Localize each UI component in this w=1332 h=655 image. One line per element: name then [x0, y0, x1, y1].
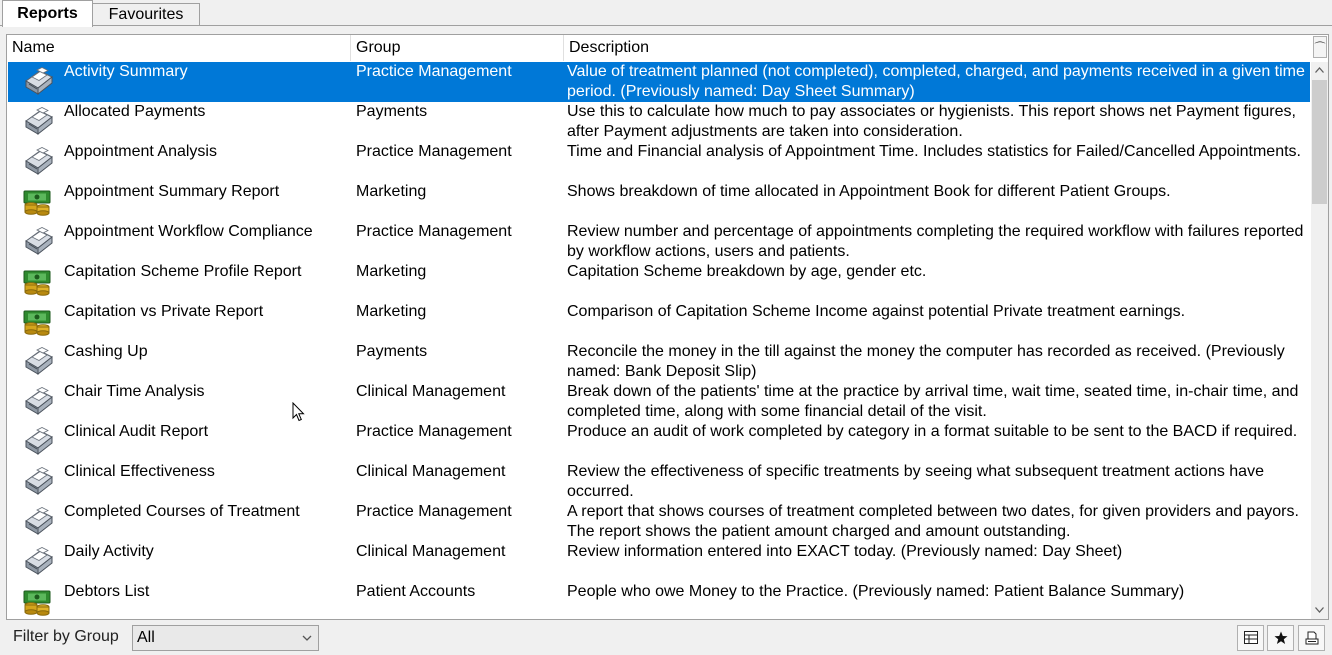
money-icon: [20, 307, 54, 337]
bottom-bar: [0, 620, 1332, 655]
report-group: Practice Management: [356, 63, 512, 80]
report-group: Patient Accounts: [356, 583, 476, 600]
report-group: Payments: [356, 103, 428, 120]
report-description: Produce an audit of work completed by category in a format suitable to be sent to the BACD if required.: [567, 423, 1298, 440]
column-header-description[interactable]: Description: [569, 39, 650, 56]
report-name: Chair Time Analysis: [64, 383, 205, 400]
report-group: Marketing: [356, 303, 427, 320]
report-row[interactable]: [8, 342, 1310, 382]
report-row[interactable]: [8, 302, 1310, 342]
tab-favourites[interactable]: Favourites: [92, 3, 200, 25]
report-row[interactable]: [8, 102, 1310, 142]
star-icon: [1274, 631, 1288, 645]
report-row[interactable]: [8, 422, 1310, 462]
scroll-up-icon[interactable]: [1311, 62, 1328, 79]
report-description: Use this to calculate how much to pay associates or hygienists. This report shows net Payment figures, after Payment adjustments are taken into consideration.: [567, 103, 1296, 140]
printer-icon: [20, 107, 54, 137]
report-description: Break down of the patients' time at the practice by arrival time, wait time, seated time, in-chair time, and completed time, along with some financial detail of the visit.: [567, 383, 1299, 420]
report-row[interactable]: [8, 502, 1310, 542]
report-name: Daily Activity: [64, 543, 154, 560]
table-icon: [1244, 631, 1258, 644]
filter-group-select[interactable]: [132, 625, 319, 651]
report-row[interactable]: [8, 462, 1310, 502]
report-name: Cashing Up: [64, 343, 148, 360]
report-row[interactable]: [8, 382, 1310, 422]
tab-baseline: [0, 25, 1332, 26]
report-row[interactable]: [8, 582, 1310, 620]
report-description: Value of treatment planned (not completed), completed, charged, and payments received in a given time period. (Previously named: Day Sheet Summary): [567, 63, 1305, 100]
report-group: Clinical Management: [356, 543, 506, 560]
scrollbar-thumb[interactable]: [1312, 80, 1327, 204]
report-group: Practice Management: [356, 503, 512, 520]
chevron-down-icon: [300, 631, 314, 645]
report-name: Capitation Scheme Profile Report: [64, 263, 302, 280]
report-group: Clinical Management: [356, 463, 506, 480]
grid-header: [7, 35, 1313, 61]
column-header-group[interactable]: Group: [351, 35, 564, 61]
filter-by-group-label: Filter by Group: [13, 628, 119, 645]
printer-icon: [20, 547, 54, 577]
report-name: Debtors List: [64, 583, 150, 600]
report-description: Shows breakdown of time allocated in Appointment Book for different Patient Groups.: [567, 183, 1171, 200]
report-group: Practice Management: [356, 143, 512, 160]
money-icon: [20, 187, 54, 217]
report-row[interactable]: [8, 262, 1310, 302]
mouse-cursor-icon: [292, 402, 306, 422]
tab-strip: [0, 0, 1332, 26]
report-group: Marketing: [356, 183, 427, 200]
money-icon: [20, 587, 54, 617]
printer-icon: [20, 227, 54, 257]
column-header-name[interactable]: Name: [7, 35, 351, 61]
report-description: Reconcile the money in the till against the money the computer has recorded as received. (Previously named: Bank Deposit Slip): [567, 343, 1285, 380]
report-group: Practice Management: [356, 423, 512, 440]
report-group: Clinical Management: [356, 383, 506, 400]
column-chooser-icon[interactable]: ⌒: [1313, 36, 1327, 58]
report-row[interactable]: [8, 142, 1310, 182]
report-group: Payments: [356, 343, 428, 360]
printer-icon: [20, 67, 54, 97]
report-name: Clinical Effectiveness: [64, 463, 215, 480]
add-favourite-button[interactable]: [1267, 625, 1294, 651]
vertical-scrollbar[interactable]: [1311, 62, 1328, 619]
report-name: Completed Courses of Treatment: [64, 503, 300, 520]
report-group: Marketing: [356, 263, 427, 280]
report-name: Clinical Audit Report: [64, 423, 209, 440]
printer-icon: [20, 147, 54, 177]
printer-icon: [20, 347, 54, 377]
report-rows: [8, 62, 1310, 620]
printer-icon: [20, 387, 54, 417]
report-name: Allocated Payments: [64, 103, 206, 120]
report-group: Practice Management: [356, 223, 512, 240]
report-name: Appointment Analysis: [64, 143, 217, 160]
printer-icon: [20, 467, 54, 497]
print-report-button[interactable]: [1298, 625, 1325, 651]
printer-icon: [1305, 631, 1319, 645]
report-description: A report that shows courses of treatment completed between two dates, for given providers and payors. The report shows the patient amount charged and amount outstanding.: [567, 503, 1299, 540]
report-name: Activity Summary: [64, 63, 188, 80]
money-icon: [20, 267, 54, 297]
report-name: Appointment Workflow Compliance: [64, 223, 313, 240]
report-description: Time and Financial analysis of Appointment Time. Includes statistics for Failed/Cancelled Appointments.: [567, 143, 1301, 160]
report-row[interactable]: [8, 182, 1310, 222]
report-name: Appointment Summary Report: [64, 183, 280, 200]
report-row[interactable]: [8, 542, 1310, 582]
printer-icon: [20, 507, 54, 537]
report-row[interactable]: [8, 62, 1310, 102]
reports-grid[interactable]: [6, 34, 1329, 620]
printer-icon: [20, 427, 54, 457]
report-description: Review information entered into EXACT today. (Previously named: Day Sheet): [567, 543, 1123, 560]
report-description: Review the effectiveness of specific treatments by seeing what subsequent treatment actions have occurred.: [567, 463, 1264, 500]
report-description: Comparison of Capitation Scheme Income against potential Private treatment earnings.: [567, 303, 1186, 320]
grid-view-button[interactable]: [1237, 625, 1264, 651]
report-description: Capitation Scheme breakdown by age, gender etc.: [567, 263, 927, 280]
filter-group-value: All: [137, 629, 155, 646]
report-row[interactable]: [8, 222, 1310, 262]
report-name: Capitation vs Private Report: [64, 303, 264, 320]
scroll-down-icon[interactable]: [1311, 602, 1328, 619]
report-description: Review number and percentage of appointments completing the required workflow with failures reported by workflow actions, users and patients.: [567, 223, 1304, 260]
report-description: People who owe Money to the Practice. (Previously named: Patient Balance Summary): [567, 583, 1185, 600]
tab-reports[interactable]: Reports: [2, 0, 93, 27]
